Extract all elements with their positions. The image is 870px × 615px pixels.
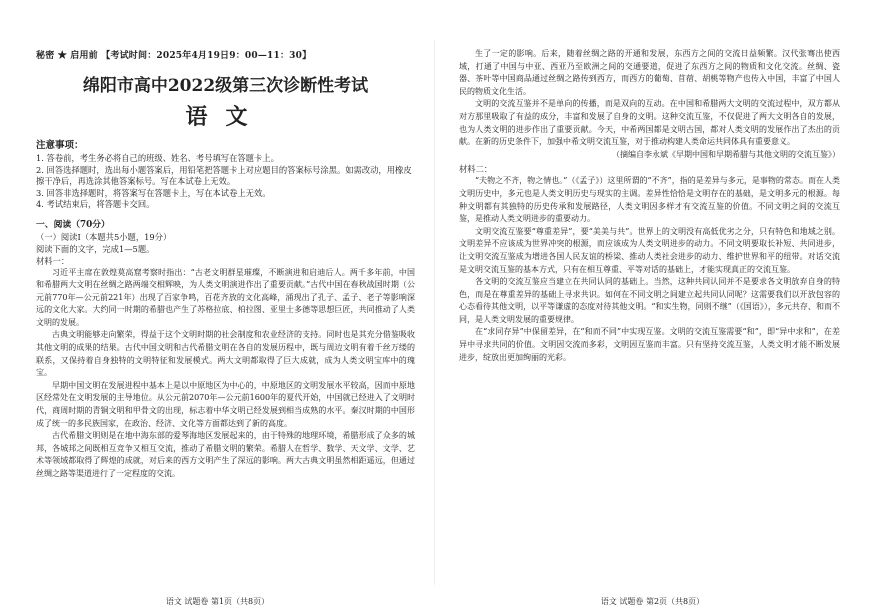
material-label: 材料一： (36, 255, 70, 266)
right-column (459, 48, 840, 364)
left-column (36, 48, 415, 481)
note-2: 2. 回答选择题时，选出每小题答案后，用铅笔把答题卡上对应题目的答案标号涂黑。如需改动，用橡皮擦干净后，再选涂其他答案标号。写在本试卷上无效。 (36, 164, 412, 186)
section-title: 一、阅读（70分） (36, 219, 110, 230)
page-footer: 语文 试题卷 第1页（共8页） (165, 597, 270, 606)
paragraph: 古典文明能够走向繁荣，得益于这个文明时期的社会制度和农业经济的支持。同时也是其充分借鉴吸收其他文明的成果的结果。古代中国文明和古代希腊文明在各自的发展历程中，既与周边文明有着千丝万缕的联系，又保持着自身独特的文明特征和发展模式。两大文明都取得了巨大成就，成为人类文明宝库中的瑰宝。 (36, 330, 415, 378)
sub-title: （一）阅读Ⅰ（本题共5小题，19分） (36, 231, 172, 242)
paragraph: 文明的交流互鉴并不是单向的传播，而是双向的互动。在中国和希腊两大文明的交流过程中，双方都从对方那里吸取了有益的成分，丰富和发展了自身的文明。这种交流互鉴，不仅促进了两大文明各自的发展，也为人类文明的进步作出了重要贡献。今天，中希两国都是文明古国，都对人类文明的发展作出了杰出的贡献。在新的历史条件下，加强中希文明交流互鉴，对于推动构建人类命运共同体具有重要意义。 (459, 99, 840, 147)
notes-title: 注意事项： (36, 140, 84, 151)
instruction: 阅读下面的文字，完成1—5题。 (36, 243, 155, 254)
paragraph: 生了一定的影响。后来，随着丝绸之路的开通和发展，东西方之间的交流日益频繁。汉代张骞出使西域，打通了中国与中亚、西亚乃至欧洲之间的交通要道，促进了东西方之间的物质和文化交流。丝绸、瓷器、茶叶等中国商品通过丝绸之路传到西方，而西方的葡萄、苜蓿、胡桃等物产也传入中国，丰富了中国人民的物质文化生活。 (459, 49, 840, 96)
paragraph: 在“求同存异”中保留差异，在“和而不同”中实现互鉴。文明的交流互鉴需要“和”，即“异中求和”，在差异中寻求共同的价值。文明因交流而多彩，文明因互鉴而丰富。只有坚持交流互鉴，人类文明才能不断发展进步，绽放出更加绚丽的光彩。 (459, 327, 840, 362)
paragraph: 习近平主席在敦煌莫高窟考察时指出：“古老文明群星璀璨，不断演进和启迪后人。两千多年前，中国和希腊两大文明在丝绸之路两端交相辉映，为人类文明演进作出了重要贡献。”古代中国在春秋战国时期（公元前770年—公元前221年）出现了百家争鸣，百花齐放的文化高峰，涌现出了孔子、孟子、老子等影响深远的文化大家。大约同一时期的希腊也产生了苏格拉底、柏拉图、亚里士多德等思想巨匠，共同推动了人类文明的发展。 (36, 267, 415, 327)
paragraph: 早期中国文明在发展进程中基本上是以中原地区为中心的，中原地区的文明发展水平较高，因而中原地区经常处在文明发展的主导地位。从公元前2070年—公元前1600年的夏代开始，中国就已经进入了文明时代，商周时期的青铜文明和甲骨文的出现，标志着中华文明已经发展到相当成熟的水平。秦汉时期的中国形成了统一的多民族国家，在政治、经济、文化等方面都达到了新的高度。 (36, 380, 415, 428)
source-citation: （摘编自李永斌《早期中国和早期希腊与其他文明的交流互鉴》） (612, 149, 840, 159)
paragraph: 古代希腊文明则是在地中海东部的爱琴海地区发展起来的，由于特殊的地理环境，希腊形成了众多的城邦，各城邦之间既相互竞争又相互交流，推动了希腊文明的繁荣。希腊人在哲学、数学、天文学、文学、艺术等领域都取得了辉煌的成就，对后来的西方文明产生了深远的影响。两大古典文明虽然相距遥远，但通过丝绸之路等渠道进行了一定程度的交流。 (36, 431, 415, 478)
secret-line: 秘密 ★ 启用前 【考试时间：2025年4月19日9：00—11：30】 (36, 51, 312, 61)
page-footer: 语文 试题卷 第2页（共8页） (600, 597, 705, 606)
note-3: 3. 回答非选择题时，将答案写在答题卡上，写在本试卷上无效。 (36, 187, 271, 198)
note-4: 4. 考试结束后，将答题卡交回。 (36, 199, 155, 209)
page-right (435, 0, 870, 615)
paragraph: “夫物之不齐，物之情也。”（《孟子》）这里所谓的“不齐”，指的是差异与多元，是事物的常态。而在人类文明历史中，多元也是人类文明历史与现实的主调。差异性恰恰是文明存在的基础，是文明多元的根源。每种文明都有其独特的历史传承和发展路径，人类文明因多样才有交流互鉴的价值。不同文明之间的交流互鉴，是推动人类文明进步的重要动力。 (459, 176, 840, 224)
paragraph: 各文明的交流互鉴应当建立在共同认同的基础上。当然，这种共同认同并不是要求各文明放弃自身的特色，而是在尊重差异的基础上寻求共识。如何在不同文明之间建立起共同认同呢？这需要我们以开放包容的心态看待其他文明，以平等谦虚的态度对待其他文明。“和实生物，同则不继”（《国语》），多元共存、和而不同，是人类文明发展的重要规律。 (459, 277, 840, 324)
paragraph: 文明交流互鉴要“尊重差异”，要“美美与共”。世界上的文明没有高低优劣之分，只有特色和地域之别。文明差异不应该成为世界冲突的根源，而应该成为人类文明进步的动力。不同文明要取长补短、共同进步，让文明交流互鉴成为增进各国人民友谊的桥梁、推动人类社会进步的动力、维护世界和平的纽带。对话交流是文明交流互鉴的基本方式，只有在相互尊重、平等对话的基础上，才能实现真正的交流互鉴。 (459, 226, 840, 274)
exam-title: 绵阳市高中2022级第三次诊断性考试 (82, 76, 369, 96)
material-label: 材料二： (459, 164, 493, 175)
note-1: 1. 答卷前，考生务必将自己的班级、姓名、考号填写在答题卡上。 (36, 153, 279, 163)
subject-title: 语文 (185, 104, 266, 130)
